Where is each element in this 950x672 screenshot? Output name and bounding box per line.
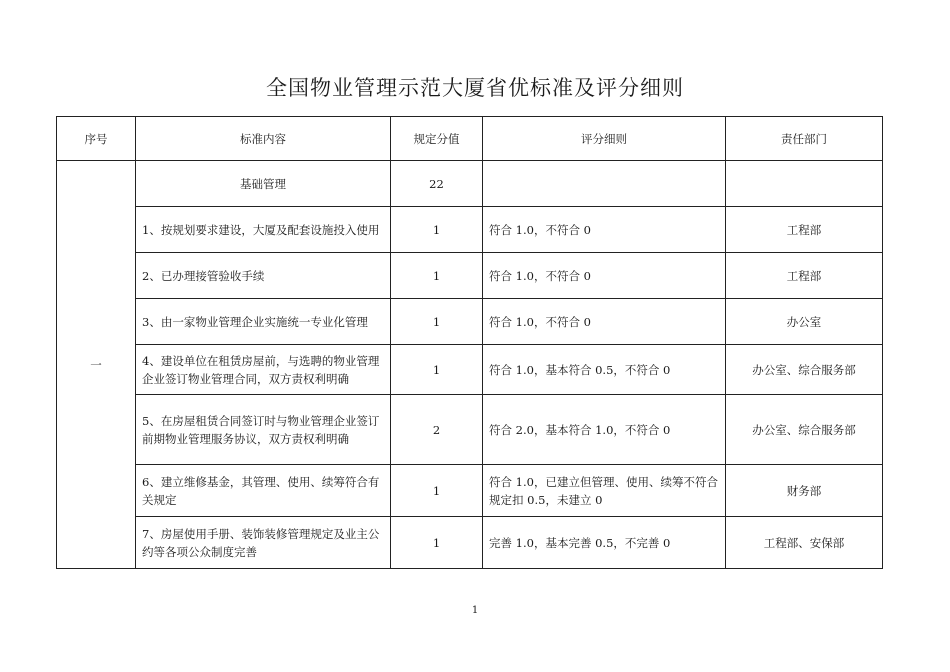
section-number: 一 [57, 161, 136, 569]
row-dept: 办公室 [726, 299, 883, 345]
header-seq: 序号 [57, 117, 136, 161]
row-detail: 符合 1.0，不符合 0 [483, 299, 726, 345]
header-dept: 责任部门 [726, 117, 883, 161]
row-score: 2 [391, 395, 483, 465]
page-number: 1 [471, 605, 479, 616]
section-dept-empty [726, 161, 883, 207]
row-detail: 符合 2.0，基本符合 1.0，不符合 0 [483, 395, 726, 465]
row-detail: 符合 1.0，不符合 0 [483, 253, 726, 299]
row-dept: 工程部 [726, 207, 883, 253]
row-score: 1 [391, 253, 483, 299]
row-score: 1 [391, 465, 483, 517]
row-detail: 完善 1.0，基本完善 0.5，不完善 0 [483, 517, 726, 569]
section-name: 基础管理 [136, 161, 391, 207]
row-score: 1 [391, 207, 483, 253]
table-row [57, 207, 883, 253]
header-detail: 评分细则 [483, 117, 726, 161]
row-score: 1 [391, 345, 483, 395]
row-content: 6、建立维修基金，其管理、使用、续筹符合有关规定 [136, 465, 391, 517]
section-row [57, 161, 883, 207]
row-detail: 符合 1.0，不符合 0 [483, 207, 726, 253]
row-dept: 工程部 [726, 253, 883, 299]
table-row [57, 253, 883, 299]
scoring-table [56, 116, 883, 569]
row-content: 5、在房屋租赁合同签订时与物业管理企业签订前期物业管理服务协议，双方责权利明确 [136, 395, 391, 465]
row-dept: 办公室、综合服务部 [726, 345, 883, 395]
table-row [57, 517, 883, 569]
row-dept: 办公室、综合服务部 [726, 395, 883, 465]
row-score: 1 [391, 517, 483, 569]
row-content: 4、建设单位在租赁房屋前，与选聘的物业管理企业签订物业管理合同，双方责权利明确 [136, 345, 391, 395]
row-dept: 工程部、安保部 [726, 517, 883, 569]
document-title: 全国物业管理示范大厦省优标准及评分细则 [266, 76, 684, 100]
section-detail-empty [483, 161, 726, 207]
row-dept: 财务部 [726, 465, 883, 517]
row-score: 1 [391, 299, 483, 345]
row-detail: 符合 1.0，基本符合 0.5，不符合 0 [483, 345, 726, 395]
row-detail: 符合 1.0，已建立但管理、使用、续筹不符合规定扣 0.5，未建立 0 [483, 465, 726, 517]
table-row [57, 299, 883, 345]
row-content: 1、按规划要求建设，大厦及配套设施投入使用 [136, 207, 391, 253]
row-content: 7、房屋使用手册、装饰装修管理规定及业主公约等各项公众制度完善 [136, 517, 391, 569]
row-content: 2、已办理接管验收手续 [136, 253, 391, 299]
row-content: 3、由一家物业管理企业实施统一专业化管理 [136, 299, 391, 345]
header-content: 标准内容 [136, 117, 391, 161]
section-score: 22 [391, 161, 483, 207]
table-header-row [57, 117, 883, 161]
header-score: 规定分值 [391, 117, 483, 161]
table-row [57, 395, 883, 465]
table-row [57, 345, 883, 395]
table-row [57, 465, 883, 517]
